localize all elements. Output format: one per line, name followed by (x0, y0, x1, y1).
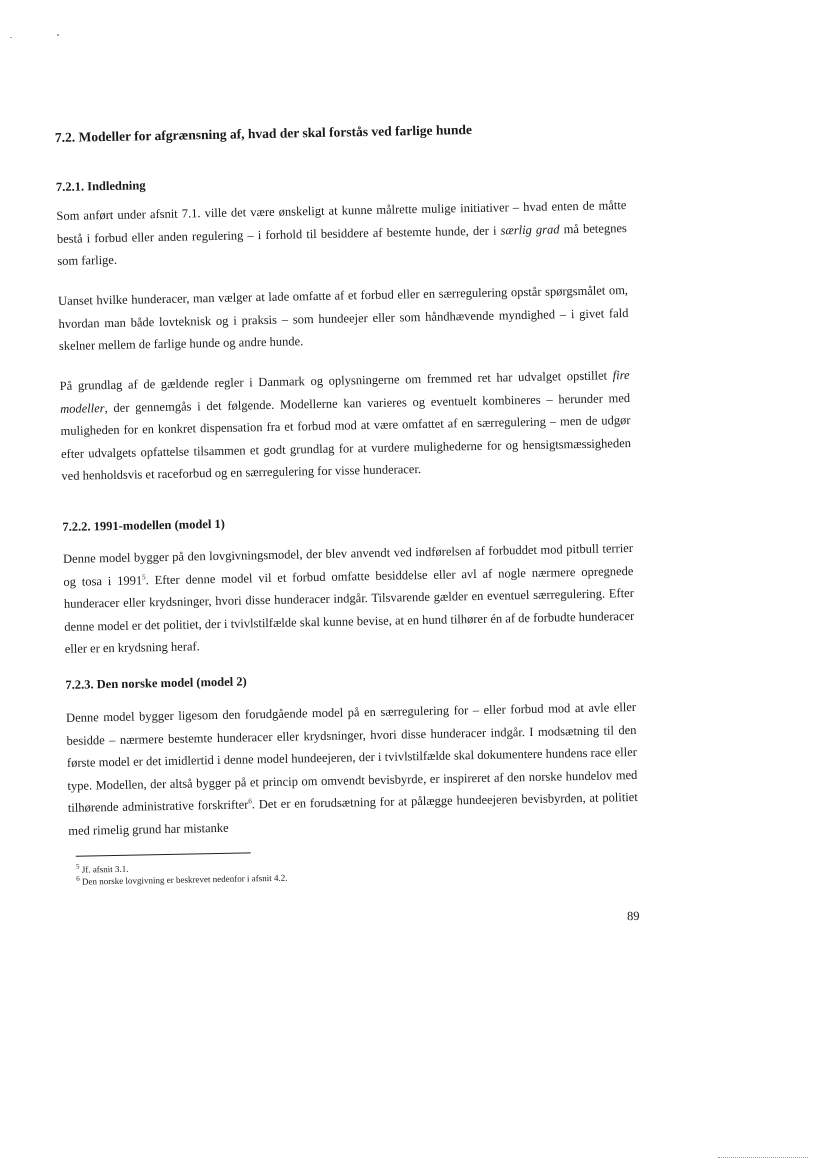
footnote-ref: 6 (248, 797, 252, 806)
subsection-heading-intro: 7.2.1. Indledning (55, 178, 146, 194)
section-heading: 7.2. Modeller for afgrænsning af, hvad der skal forstås ved farlige hunde (54, 121, 473, 145)
footnote-ref: 5 (142, 572, 146, 581)
paragraph-intro-1: Som anført under afsnit 7.1. ville det være ønskeligt at kunne målrette mulige initiativer – hvad enten de måtte bestå i forbud eller anden regulering – i forhold til besiddere af bestemte hunde, der i særlig grad må betegnes som farlige. (56, 198, 627, 268)
scan-speck (10, 37, 12, 38)
footnote-6: $^6$ Den norske lovgivning er beskrevet nedenfor i afsnit 4.2. (76, 872, 288, 887)
footnote-5: $^5$ Jf. afsnit 3.1. (75, 862, 129, 875)
paragraph-intro-3: På grundlag af de gældende regler i Danmark og oplysningerne om fremmed ret har udvalget opstillet fire modeller, der gennemgås i det følgende. Modellerne kan varieres og eventuelt kombineres – herunder med muligheden for en konkret dispensation fra et forbud mod at være omfattet af en særregulering – men de udgør efter udvalgets opfattelse tilsammen et godt grundlag for at vurdere mulighederne for og hensigtsmæssigheden ved henholdsvis et raceforbud og en særregulering for visse hunderacer. (59, 368, 632, 483)
scan-speck (57, 34, 59, 36)
page-number: 89 (626, 908, 640, 924)
footnote-separator (76, 852, 251, 856)
subsection-heading-model-2: 7.2.3. Den norske model (model 2) (65, 674, 247, 692)
paragraph-model-2: Denne model bygger ligesom den forudgående model på en særregulering for – eller forbud mod at avle eller besidde – nærmere bestemte hunderacer eller krydsninger, hvori disse hunderacer indgår. I modsætning til den første model er det imidlertid i denne model hundeejeren, der i tvivlstilfælde skal dokumentere hundens race eller type. Modellen, der altså bygger på et princip om omvendt bevisbyrde, er inspireret af den norske hundelov med tilhørende administrative forskrifter$^6$. Det er en forudsætning for at pålægge hundeejeren bevisbyrden, at politiet med rimelig grund har mistanke (65, 699, 638, 838)
paragraph-model-1: Denne model bygger på den lovgivningsmodel, der blev anvendt ved indførelsen af forbuddet mod pitbull terrier og tosa i 1991$^5$. Efter denne model vil et forbud omfatte besiddelse eller avl af nogle nærmere opregnede hunderacer eller krydsninger, hvori disse hunderacer indgår. Tilsvarende gælder en eventuel særregulering. Efter denne model er det politiet, der i tvivlstilfælde skal kunne bevise, at en hund tilhører én af de forbudte hunderacer eller er en krydsning heraf. (62, 540, 635, 656)
subsection-heading-model-1: 7.2.2. 1991-modellen (model 1) (62, 516, 226, 534)
scan-edge-dots (718, 1157, 808, 1158)
paragraph-intro-2: Uanset hvilke hunderacer, man vælger at lade omfatte af et forbud eller en særregulering opstår spørgsmålet om, hvordan man både lovteknisk og i praksis – som hundeejer eller som håndhævende myndighed – i givet fald skelner mellem de farlige hunde og andre hunde. (57, 283, 629, 353)
